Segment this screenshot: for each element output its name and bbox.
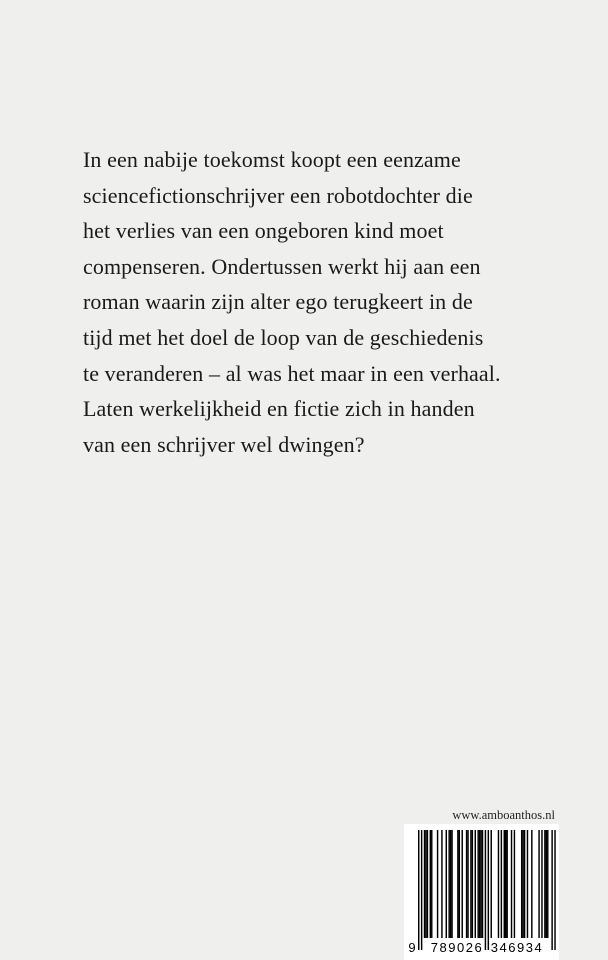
barcode-bar [524, 830, 525, 938]
barcode-bar [480, 830, 481, 938]
barcode-bar [470, 830, 471, 938]
barcode-bar [514, 830, 515, 938]
barcode-bar [448, 830, 449, 938]
barcode-bar [544, 830, 545, 938]
barcode-guard-bar [418, 830, 419, 950]
barcode-bar [451, 830, 452, 938]
barcode-bar [430, 830, 431, 938]
barcode-bar [521, 830, 522, 938]
barcode-bar [475, 830, 476, 938]
barcode-bar [522, 830, 523, 938]
barcode-guard-bar [421, 830, 422, 950]
blurb-text [83, 142, 553, 462]
barcode-guard-bar [485, 830, 486, 950]
blurb-line: In een nabije toekomst koopt een eenzame [83, 147, 461, 172]
blurb-line: sciencefictionschrijver een robotdochter die [83, 182, 473, 208]
barcode-bar [511, 830, 512, 938]
publisher-website: www.amboanthos.nl [452, 808, 555, 822]
barcode-bar [506, 830, 507, 938]
blurb-line: roman waarin zijn alter ego terugkeert in de [83, 289, 473, 315]
barcode-bar [491, 830, 492, 938]
barcode-bar [541, 830, 542, 938]
barcode-bar [450, 830, 451, 938]
barcode-graphic [404, 824, 559, 960]
barcode-bar [538, 830, 539, 938]
barcode-bar [504, 830, 505, 938]
blurb-line: tijd met het doel de loop van de geschiedenis [83, 324, 484, 350]
barcode-bar [457, 830, 458, 938]
barcode-guard-bar [488, 830, 489, 950]
barcode-bar [425, 830, 426, 938]
barcode-bar [462, 830, 463, 938]
barcode-bar [505, 830, 506, 938]
barcode-bar [472, 830, 473, 938]
barcode-bar [498, 830, 499, 938]
barcode-bar [531, 830, 532, 938]
blurb-line: te veranderen – al was het maar in een verhaal. [83, 360, 501, 386]
barcode-guard-bar [554, 830, 555, 950]
barcode-bar [441, 830, 442, 938]
blurb-line: compenseren. Ondertussen werkt hij aan een [83, 253, 481, 279]
barcode-bar [477, 830, 478, 938]
barcode [404, 824, 559, 960]
blurb-line: Laten werkelijkheid en fictie zich in handen [83, 396, 475, 422]
blurb-line: van een schrijver wel dwingen? [83, 431, 365, 457]
barcode-bar [424, 830, 425, 938]
barcode-bar [482, 830, 483, 938]
barcode-bar [501, 830, 502, 938]
barcode-bar [546, 830, 547, 938]
isbn-left-group: 789026 [430, 940, 484, 955]
barcode-bar [459, 830, 460, 938]
barcode-guard-bar [551, 830, 552, 950]
barcode-bar [427, 830, 428, 938]
barcode-bar [431, 830, 432, 938]
isbn-leading-digit: 9 [408, 940, 416, 955]
barcode-bar [467, 830, 468, 938]
blurb-line: het verlies van een ongeboren kind moet [83, 218, 444, 244]
barcode-bar [527, 830, 528, 938]
barcode-bar [466, 830, 467, 938]
barcode-bar [479, 830, 480, 938]
barcode-bar [437, 830, 438, 938]
barcode-bar [446, 830, 447, 938]
isbn-right-group: 346934 [490, 940, 544, 955]
barcode-bar [547, 830, 548, 938]
